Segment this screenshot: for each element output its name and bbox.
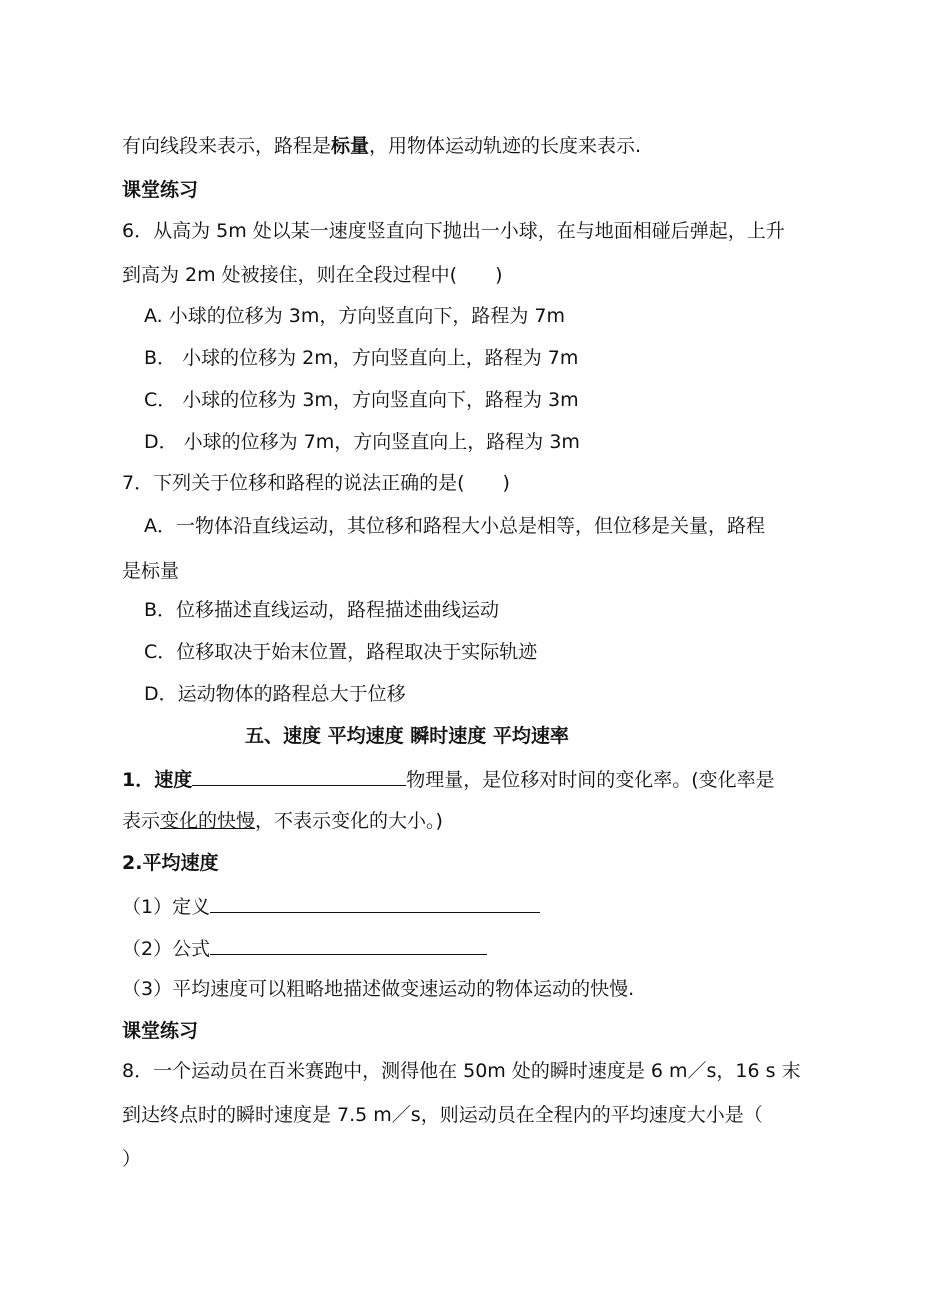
definition-blank [210, 896, 540, 913]
definition-label: （1）定义 [122, 896, 211, 918]
item1-line2-b: ，不表示变化的大小。) [255, 810, 443, 832]
intro-text-b: ，用物体运动轨迹的长度来表示. [369, 135, 642, 157]
q8-line2: 到达终点时的瞬时速度是 7.5 m／s，则运动员在全程内的平均速度大小是（ [122, 1104, 763, 1126]
formula-label: （2）公式 [122, 938, 211, 960]
item2-title: 2.平均速度 [122, 852, 219, 874]
item2-note: （3）平均速度可以粗略地描述做变速运动的物体运动的快慢. [122, 978, 635, 1000]
intro-bold: 标量 [331, 135, 370, 157]
item1-blank [192, 769, 406, 786]
intro-text-a: 有向线段来表示，路程是 [122, 135, 332, 157]
q8-line1: 8．一个运动员在百米赛跑中，测得他在 50m 处的瞬时速度是 6 m／s，16 s 末 [122, 1060, 801, 1082]
q7-option-a-line1: A．一物体沿直线运动，其位移和路程大小总是相等，但位移是关量，路程 [144, 515, 765, 537]
item2-formula [122, 938, 487, 959]
practice-title-1: 课堂练习 [122, 179, 199, 201]
intro-line [122, 137, 641, 156]
q7-option-b: B．位移描述直线运动，路程描述曲线运动 [144, 599, 500, 621]
q7-option-d: D．运动物体的路程总大于位移 [144, 683, 406, 705]
q6-option-c: C． 小球的位移为 3m，方向竖直向下，路程为 3m [144, 389, 579, 411]
item1-text-after: 物理量，是位移对时间的变化率。(变化率是 [406, 769, 775, 791]
q6-option-d: D． 小球的位移为 7m，方向竖直向上，路程为 3m [144, 431, 580, 453]
q6-option-b: B． 小球的位移为 2m，方向竖直向上，路程为 7m [144, 347, 579, 369]
q6-option-a: A. 小球的位移为 3m，方向竖直向下，路程为 7m [144, 305, 566, 327]
q8-line3: ） [122, 1148, 142, 1170]
q7-stem: 7．下列关于位移和路程的说法正确的是( ) [122, 472, 510, 494]
q6-stem-line2: 到高为 2m 处被接住，则在全段过程中( ) [122, 264, 503, 286]
practice-title-2: 课堂练习 [122, 1020, 199, 1042]
item1-line2-underlined: 变化的快慢 [160, 810, 256, 832]
q6-stem-line1: 6．从高为 5m 处以某一速度竖直向下抛出一小球，在与地面相碰后弹起，上升 [122, 220, 785, 242]
section-heading: 五、速度 平均速度 瞬时速度 平均速率 [245, 725, 569, 747]
item1-line2-a: 表示 [122, 810, 161, 832]
item1-label: 1．速度 [122, 769, 193, 791]
q7-option-a-line2: 是标量 [122, 560, 180, 582]
q7-option-c: C．位移取决于始末位置，路程取决于实际轨迹 [144, 641, 538, 663]
item2-definition [122, 896, 540, 917]
item1-line1 [122, 769, 775, 790]
item1-line2 [122, 812, 443, 831]
formula-blank [210, 938, 487, 955]
